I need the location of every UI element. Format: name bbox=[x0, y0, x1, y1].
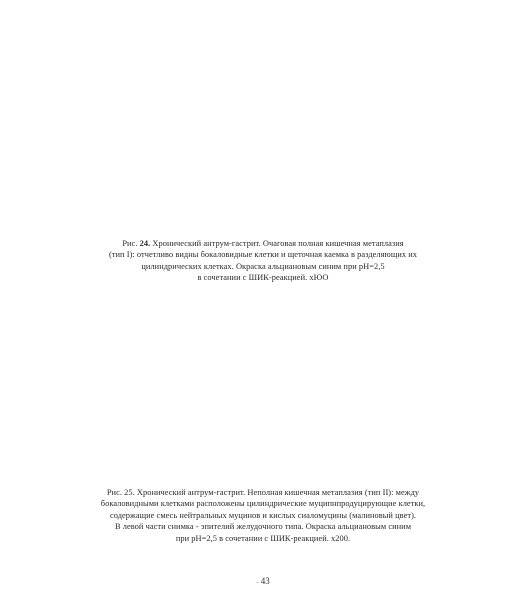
caption-line: В левой части снимка - эпителий желудочного типа. Окраска альциановым синим bbox=[114, 522, 412, 532]
figure-number: 24. bbox=[139, 239, 151, 248]
footer-dash: - bbox=[256, 578, 259, 586]
caption-line: цилиндрических клетках. Окраска альциановым синим при рН=2,5 bbox=[141, 261, 385, 271]
figure-25-caption bbox=[60, 487, 466, 544]
figure-24-caption bbox=[60, 238, 466, 284]
caption-line: в сочетании с ШИК-реакцией. хЮО bbox=[197, 273, 329, 283]
caption-line: (тип I): отчетливо видны бокаловидные клетки и щеточная каемка в разделяющих их bbox=[108, 250, 418, 260]
caption-text: Хронический антрум-гастрит. Очаговая полная кишечная метаплазия bbox=[150, 239, 404, 248]
page-footer bbox=[0, 575, 526, 588]
page-number: 43 bbox=[260, 576, 270, 586]
caption-prefix: Рис. bbox=[122, 239, 140, 248]
caption-line: содержащие смесь нейтральных муцинов и кислых сиаломуцины (малиновый цвет). bbox=[109, 510, 417, 520]
caption-line: бокаловидными клетками расположены цилиндрические муципнпродуцирующие клетки, bbox=[100, 499, 426, 509]
caption-line: при рН=2,5 в сочетании с ШИК-реакцией. х200. bbox=[175, 533, 351, 543]
caption-line: Рис. 25. Хронический антрум-гастрит. Неполная кишечная метаплазия (тип II): между bbox=[106, 488, 420, 497]
caption-line bbox=[60, 238, 466, 249]
